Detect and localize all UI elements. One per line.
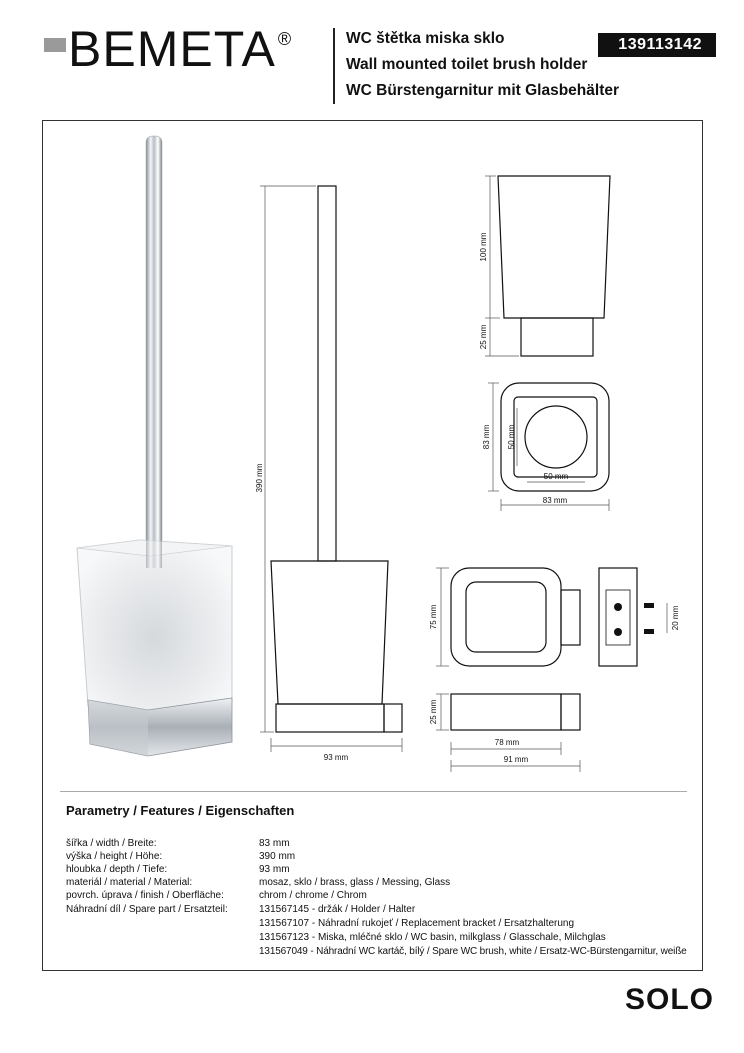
feature-label-width: šířka / width / Breite: <box>66 838 157 849</box>
dim-total-height: 390 mm <box>255 463 264 493</box>
product-code-badge: 139113142 <box>598 33 716 57</box>
feature-label-finish: povrch. úprava / finish / Oberfläche: <box>66 890 224 901</box>
product-image <box>77 136 232 756</box>
feature-value-spare-part-3: 131567123 - Miska, mléčné sklo / WC basin, milkglass / Glasschale, Milchglas <box>259 932 606 943</box>
feature-value-spare-part-2: 131567107 - Náhradní rukojeť / Replacement bracket / Ersatzhalterung <box>259 918 575 929</box>
dim-screw: 20 mm <box>671 605 680 631</box>
dim-top-inner-h: 50 mm <box>543 472 569 481</box>
series-name: SOLO <box>624 983 714 1016</box>
dim-cup-height: 100 mm <box>479 232 488 262</box>
feature-label-material: materiál / material / Material: <box>66 877 193 888</box>
dim-top-inner-v: 50 mm <box>507 424 516 450</box>
features-title: Parametry / Features / Eigenschaften <box>66 803 295 818</box>
feature-value-material: mosaz, sklo / brass, glass / Messing, Glass <box>259 877 451 888</box>
title-en: Wall mounted toilet brush holder <box>346 56 588 73</box>
title-de: WC Bürstengarnitur mit Glasbehälter <box>346 82 620 99</box>
feature-value-depth: 93 mm <box>259 864 290 875</box>
feature-label-spare-part: Náhradní díl / Spare part / Ersatzteil: <box>66 904 228 915</box>
dim-bracket-w1: 78 mm <box>494 738 520 747</box>
dim-bracket-w2: 91 mm <box>503 755 529 764</box>
title-cz: WC štětka miska sklo <box>346 30 505 47</box>
feature-label-depth: hloubka / depth / Tiefe: <box>66 864 168 875</box>
dim-base-width: 93 mm <box>323 753 349 762</box>
feature-value-spare-part-4: 131567049 - Náhradní WC kartáč, bílý / Spare WC brush, white / Ersatz-WC-Bürstengarnitur, weiße <box>259 946 687 957</box>
features-separator <box>60 791 687 792</box>
dim-bracket-base: 25 mm <box>429 699 438 725</box>
dim-bracket-height: 75 mm <box>429 604 438 630</box>
feature-value-height: 390 mm <box>259 851 296 862</box>
brand-logo: BEMETA ® <box>68 21 293 77</box>
feature-label-height: výška / height / Höhe: <box>66 851 163 862</box>
dim-top-outer-h: 83 mm <box>542 496 568 505</box>
feature-value-width: 83 mm <box>259 838 290 849</box>
feature-value-finish: chrom / chrome / Chrom <box>259 890 367 901</box>
dim-cup-base: 25 mm <box>479 324 488 350</box>
feature-value-spare-part: 131567145 - držák / Holder / Halter <box>259 904 416 915</box>
dim-top-outer-v: 83 mm <box>482 424 491 450</box>
